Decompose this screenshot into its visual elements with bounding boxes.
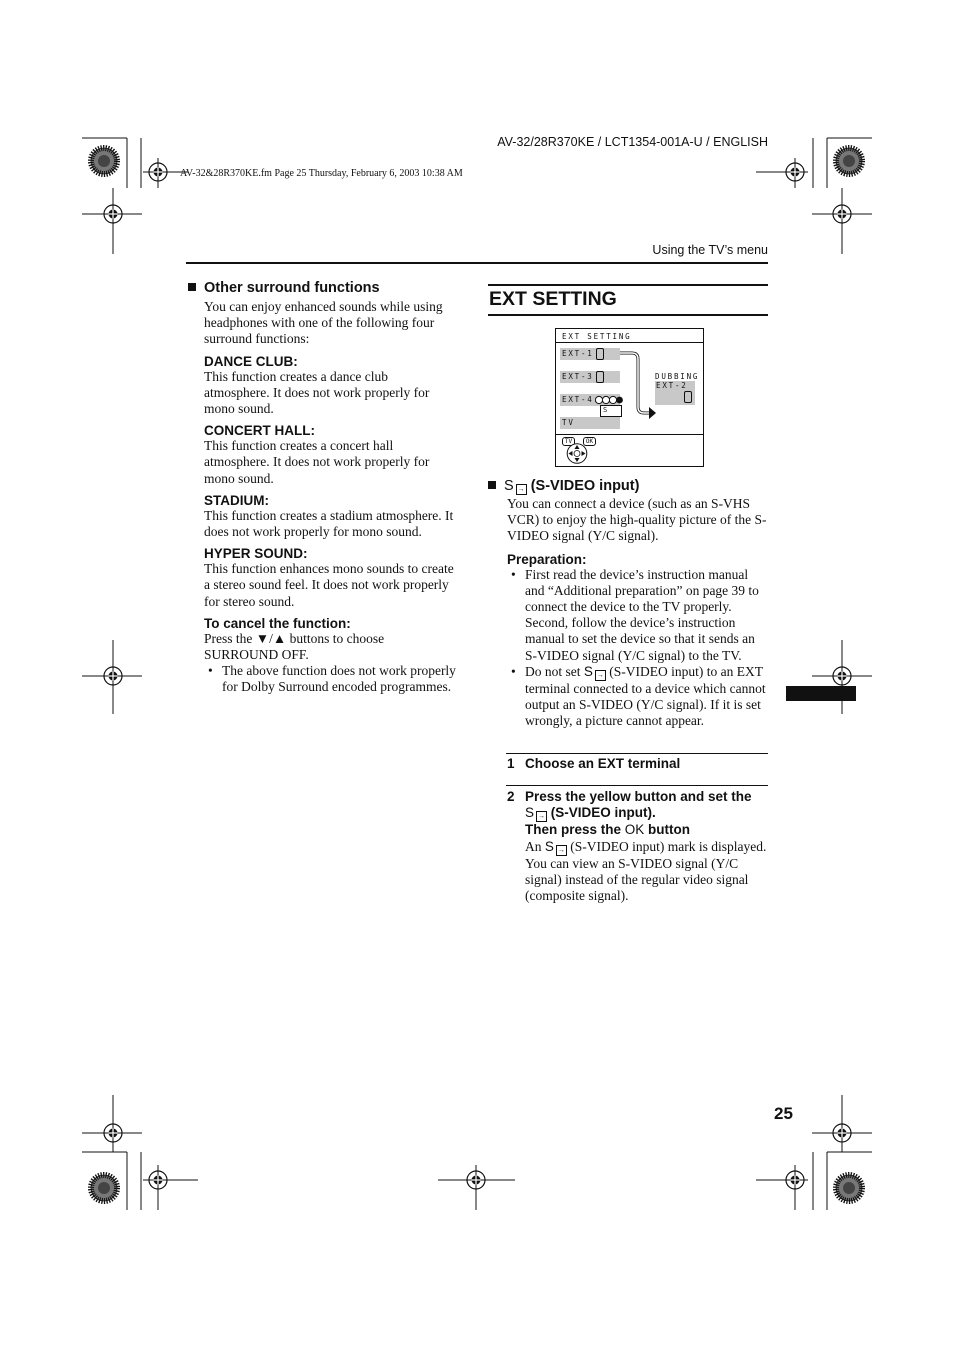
- svideo-icon: →: [557, 846, 565, 854]
- step-2: [507, 789, 768, 838]
- cancel-note: • The above function does not work properly for Dolby Surround encoded programmes.: [204, 663, 462, 695]
- svideo-heading: [488, 478, 639, 495]
- svideo-s-symbol: S: [504, 478, 514, 494]
- step-2-s-symbol: S: [525, 805, 535, 820]
- osd-ext2-label: EXT-2: [656, 381, 688, 390]
- file-info: AV-32&28R370KE.fm Page 25 Thursday, February 6, 2003 10:38 AM: [180, 168, 463, 179]
- osd-ext3-label: EXT-3: [562, 372, 594, 381]
- concert-hall-body: This function creates a concert hall atmosphere. It does not work properly for mono sound.: [204, 438, 430, 486]
- ext-setting-osd: [555, 328, 704, 467]
- step-2-line-2: [525, 805, 768, 822]
- step-1-number: 1: [507, 756, 515, 771]
- step-2-ok-symbol: OK: [624, 822, 645, 837]
- osd-ext3-row: [560, 371, 620, 383]
- step-2-body-post: (S-VIDEO input) mark is displayed. You can view an S-VIDEO signal (Y/C signal) instead of the regular video signal (composite signal).: [525, 839, 767, 904]
- left-body: [204, 299, 466, 696]
- surround-intro: You can enjoy enhanced sounds while using headphones with one of the following four surround functions:: [204, 299, 443, 347]
- osd-arrow: [620, 349, 656, 419]
- svideo-icon: →: [596, 670, 604, 679]
- step-2-line-3: [525, 822, 768, 838]
- svideo-body: You can connect a device (such as an S-VHS VCR) to enjoy the high-quality picture of the S-VIDEO signal (Y/C signal).: [507, 496, 767, 544]
- osd-tv-label: TV: [562, 418, 575, 427]
- step-2-body: [525, 839, 768, 905]
- connector-icon: [596, 371, 604, 383]
- osd-tv-row: [560, 417, 620, 429]
- prep-bullet-2: [507, 664, 768, 730]
- dpad-icon: [566, 443, 588, 464]
- osd-ext2-row: [655, 381, 695, 405]
- ext-heading-bottom-rule: [488, 314, 768, 316]
- hyper-sound-title: HYPER SOUND:: [204, 546, 308, 562]
- connector-icon: [684, 391, 692, 403]
- square-bullet-icon: [488, 481, 496, 489]
- hyper-sound-body: This function enhances mono sounds to create a stereo sound feel. It does not work properly for stereo sound.: [204, 561, 454, 609]
- step-2-svideo-text: (S-VIDEO input).: [550, 805, 656, 820]
- step-2-body-s-symbol: S: [544, 839, 554, 854]
- osd-ext1-row: [560, 348, 620, 360]
- step1-rule: [506, 753, 768, 754]
- step-2-body-pre: An: [525, 839, 545, 854]
- step-2-line-1: Press the yellow button and set the: [525, 789, 752, 804]
- surround-heading: Other surround functions: [188, 280, 380, 296]
- model-header: AV-32/28R370KE / LCT1354-001A-U / ENGLISH: [497, 135, 768, 149]
- ext-heading-top-rule: [488, 284, 768, 286]
- concert-hall-title: CONCERT HALL:: [204, 423, 315, 439]
- prep-b2-s-symbol: S: [583, 663, 593, 679]
- stadium-body: This function creates a stadium atmosphere. It does not work properly for mono sound.: [204, 507, 454, 540]
- square-bullet-icon: [188, 283, 196, 291]
- step2-rule: [506, 785, 768, 786]
- av-jacks-icon: [595, 395, 623, 405]
- osd-s-text: S: [603, 406, 610, 414]
- prep-b2-pre: Do not set: [525, 663, 584, 679]
- dance-club-title: DANCE CLUB:: [204, 353, 298, 369]
- prep-bullet-1: • First read the device’s instruction manual and “Additional preparation” on page 39 to connect the device to the TV properly. Second, follow the device’s instruction manual to set the device so that it sends an S-VIDEO signal (Y/C signal) to the TV.: [507, 567, 768, 664]
- osd-bottom-rule: [556, 434, 703, 435]
- ext-setting-heading: EXT SETTING: [489, 288, 617, 310]
- section-tab: [786, 686, 856, 701]
- step-2-button-text: button: [644, 822, 691, 837]
- osd-title-rule: [556, 342, 703, 343]
- dance-club-body: This function creates a dance club atmosphere. It does not work properly for mono sound.: [204, 368, 430, 417]
- osd-ext1-label: EXT-1: [562, 349, 594, 358]
- osd-ok-button: OK: [583, 437, 596, 446]
- svideo-icon: →: [538, 813, 546, 820]
- step-2-number: 2: [507, 789, 515, 804]
- step-1: [507, 756, 768, 772]
- connector-icon: [596, 348, 604, 360]
- section-header: Using the TV’s menu: [652, 243, 768, 257]
- right-body: [507, 496, 768, 729]
- cancel-body: Press the ▼/▲ buttons to choose SURROUND OFF.: [204, 630, 385, 663]
- preparation-title: Preparation:: [507, 551, 587, 567]
- svideo-icon: →: [517, 486, 525, 493]
- osd-title: EXT SETTING: [562, 332, 632, 341]
- prep-b2-post: (S-VIDEO input) to an EXT terminal connected to a device which cannot output an S-VIDEO (Y/C signal). If it is set wrongly, a picture cannot appear.: [525, 663, 766, 729]
- osd-dubbing-label: DUBBING: [655, 372, 700, 381]
- step-1-text: Choose an EXT terminal: [525, 756, 681, 771]
- svideo-heading-text: (S-VIDEO input): [530, 478, 640, 494]
- osd-s-mark: [600, 405, 622, 417]
- osd-ext4-label: EXT-4: [562, 395, 594, 404]
- stadium-title: STADIUM:: [204, 492, 269, 508]
- osd-tv-button: TV: [562, 437, 575, 446]
- page-number: 25: [774, 1104, 793, 1123]
- step-2-then: Then press the: [525, 822, 625, 837]
- cancel-title: To cancel the function:: [204, 615, 351, 631]
- header-rule: [186, 262, 768, 264]
